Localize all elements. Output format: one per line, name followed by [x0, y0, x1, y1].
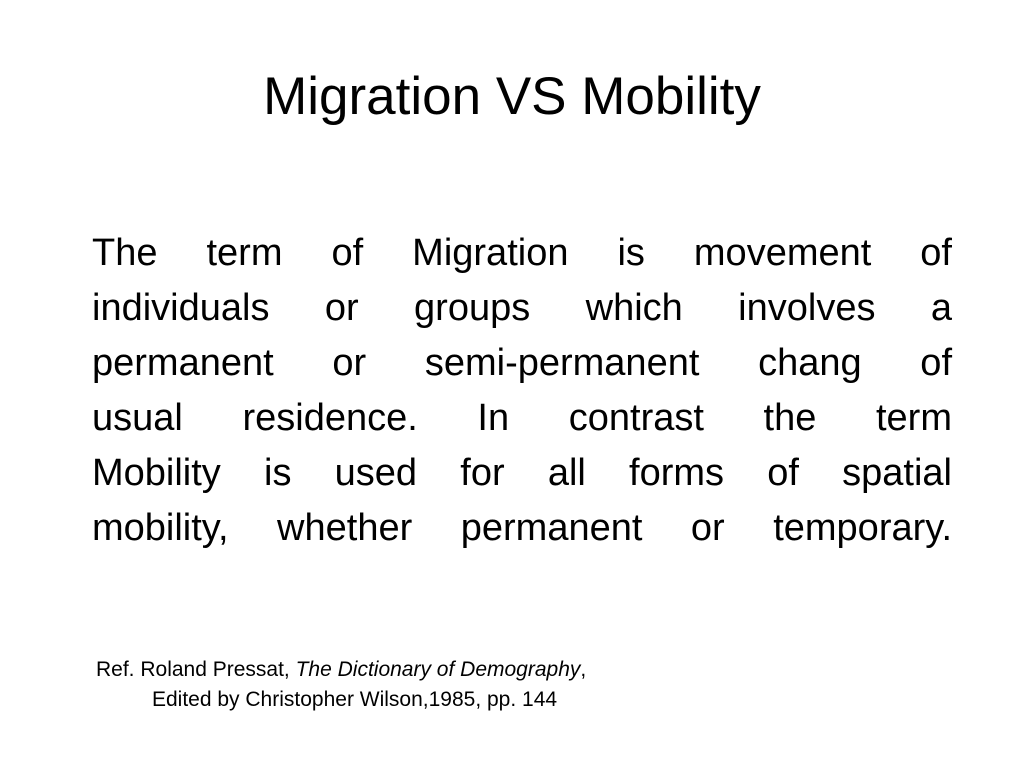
reference-edition-line: Edited by Christopher Wilson,1985, pp. 144: [152, 688, 558, 711]
reference-citation: [96, 655, 736, 715]
paragraph-line: mobility, whether permanent or temporary.: [92, 507, 952, 549]
reference-suffix: ,: [580, 658, 587, 681]
paragraph-line: permanent or semi-permanent chang of: [92, 342, 952, 384]
reference-book-title: The Dictionary of Demography: [295, 658, 581, 681]
slide-title: Migration VS Mobility: [263, 67, 761, 126]
paragraph-line: individuals or groups which involves a: [92, 287, 952, 329]
reference-prefix: Ref. Roland Pressat,: [96, 658, 296, 681]
paragraph-line: The term of Migration is movement of: [92, 232, 952, 274]
paragraph-line: Mobility is used for all forms of spatial: [92, 452, 952, 494]
paragraph-line: usual residence. In contrast the term: [92, 397, 952, 439]
definition-paragraph: [92, 226, 952, 556]
